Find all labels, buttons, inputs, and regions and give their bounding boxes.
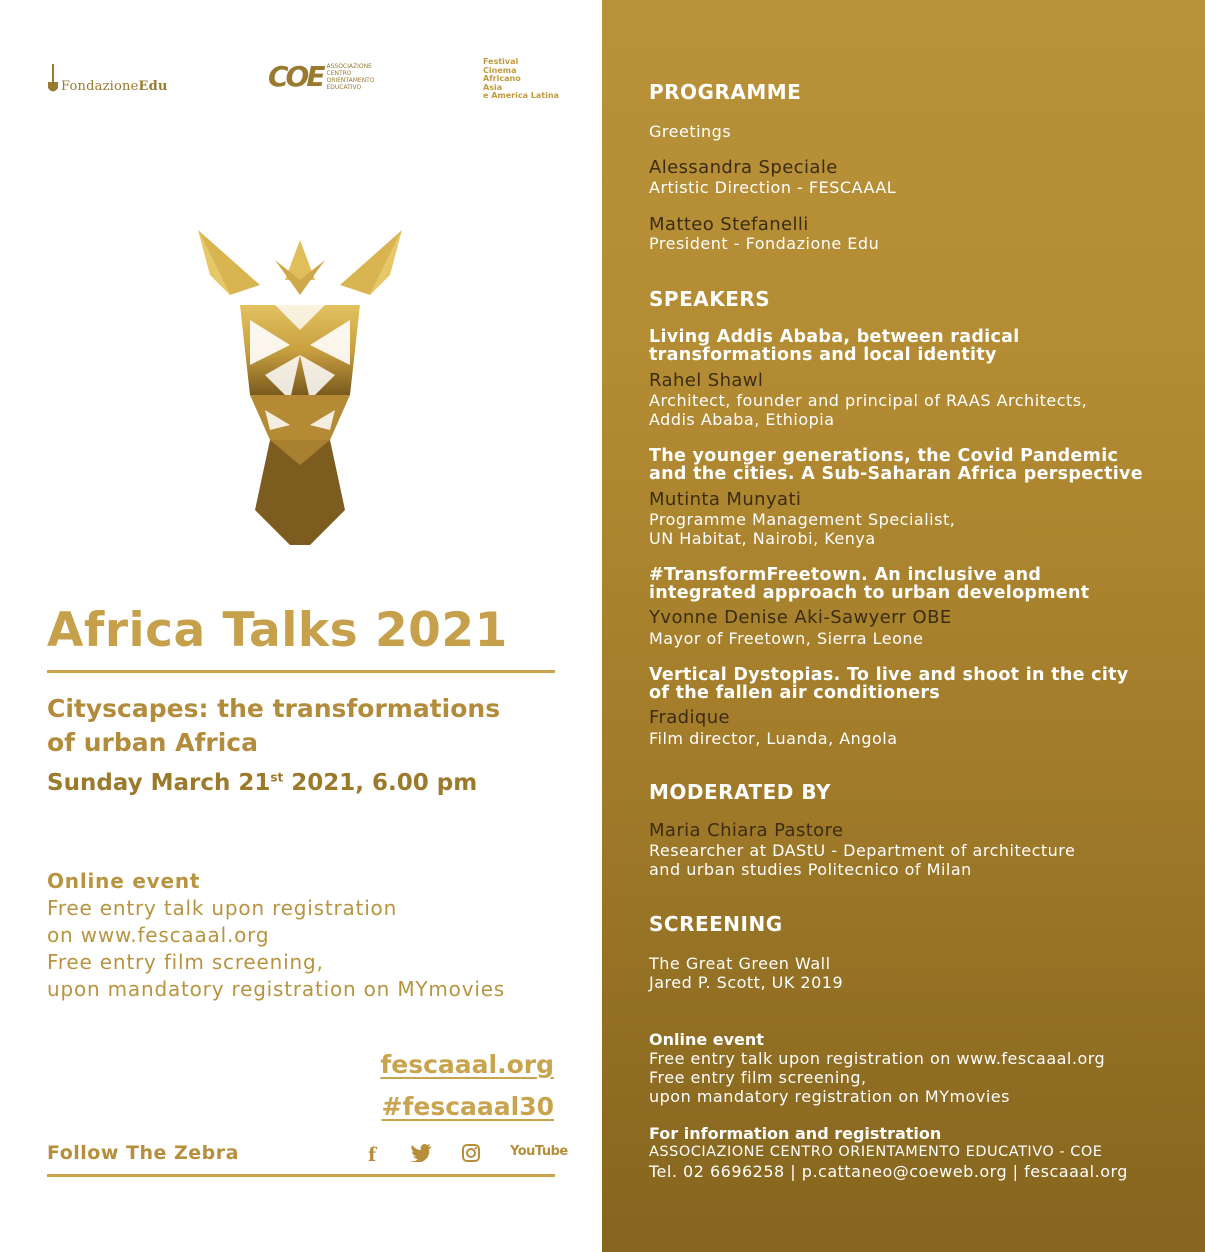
festival-logo-line: Festival xyxy=(483,57,519,66)
person-role: Artistic Direction - FESCAAAL xyxy=(649,178,897,197)
festival-logo-line: Asia xyxy=(483,82,503,92)
speakers-heading: SPEAKERS xyxy=(649,287,771,311)
festival-logo-line: Africano xyxy=(483,74,521,83)
screening-film: The Great Green Wall Jared P. Scott, UK 2019 xyxy=(649,954,844,992)
website-link[interactable]: fescaaal.org xyxy=(380,1050,554,1079)
speaker-role: Mayor of Freetown, Sierra Leone xyxy=(649,629,924,648)
event-title: Africa Talks 2021 xyxy=(47,603,508,658)
festival-logo-line: e America Latina xyxy=(483,91,559,100)
online-event-line: upon mandatory registration on MYmovies xyxy=(649,1087,1010,1106)
speaker-role: Programme Management Specialist, UN Habitat, Nairobi, Kenya xyxy=(649,510,956,548)
talk-title: Vertical Dystopias. To live and shoot in the city of the fallen air conditioners xyxy=(649,665,1129,703)
coe-logo-subtitle: ASSOCIAZIONE CENTRO ORIENTAMENTO EDUCATIVO xyxy=(326,62,375,91)
twitter-icon[interactable] xyxy=(410,1144,432,1162)
fondazione-logo-text: FondazioneEdu xyxy=(61,79,168,94)
online-event-line: Free entry film screening, xyxy=(649,1068,867,1087)
subtitle-line: Cityscapes: the transformations xyxy=(47,694,501,723)
subtitle-line: of urban Africa xyxy=(47,728,258,757)
person-name: Matteo Stefanelli xyxy=(649,214,809,235)
festival-logo-line: Cinema xyxy=(483,65,517,75)
festival-logo xyxy=(483,58,563,101)
speaker-name: Mutinta Munyati xyxy=(649,489,802,510)
speaker-role: Architect, founder and principal of RAAS Architects, Addis Ababa, Ethiopia xyxy=(649,391,1088,429)
organization-name: ASSOCIAZIONE CENTRO ORIENTAMENTO EDUCATIVO - COE xyxy=(649,1144,1103,1160)
online-event-line: Free entry talk upon registration xyxy=(47,896,398,920)
screening-heading: SCREENING xyxy=(649,912,783,936)
online-event-line: Free entry film screening, xyxy=(47,950,324,974)
zebra-head-icon xyxy=(190,225,410,550)
moderator-name: Maria Chiara Pastore xyxy=(649,820,844,841)
registration-info xyxy=(649,1124,1128,1181)
follow-label: Follow The Zebra xyxy=(47,1142,239,1164)
programme-heading: PROGRAMME xyxy=(649,80,802,104)
instagram-icon[interactable] xyxy=(462,1144,480,1162)
moderator-role: Researcher at DAStU - Department of architecture and urban studies Politecnico of Milan xyxy=(649,841,1076,879)
moderated-heading: MODERATED BY xyxy=(649,780,831,804)
speaker-name: Rahel Shawl xyxy=(649,370,764,391)
talk-title: Living Addis Ababa, between radical transformations and local identity xyxy=(649,327,1020,365)
contact-line[interactable]: Tel. 02 6696258 | p.cattaneo@coeweb.org | fescaaal.org xyxy=(649,1162,1128,1181)
speaker-role: Film director, Luanda, Angola xyxy=(649,729,898,748)
event-subtitle xyxy=(47,692,567,760)
greetings-label: Greetings xyxy=(649,122,732,141)
online-event-line: on www.fescaaal.org xyxy=(47,923,270,947)
speaker-name: Yvonne Denise Aki-Sawyerr OBE xyxy=(649,607,952,628)
fondazione-edu-logo xyxy=(47,64,168,94)
online-event-line: Free entry talk upon registration on www.fescaaal.org xyxy=(649,1049,1106,1068)
event-date: Sunday March 21st 2021, 6.00 pm xyxy=(47,770,478,796)
shovel-icon xyxy=(47,64,59,94)
left-panel xyxy=(0,0,602,1252)
online-event-info xyxy=(47,868,505,1003)
registration-heading: For information and registration xyxy=(649,1124,942,1143)
person-role: President - Fondazione Edu xyxy=(649,234,880,253)
online-event-heading: Online event xyxy=(649,1030,764,1049)
talk-title: #TransformFreetown. An inclusive and integrated approach to urban development xyxy=(649,565,1090,603)
talk-title: The younger generations, the Covid Pandemic and the cities. A Sub-Saharan Africa perspective xyxy=(649,446,1143,484)
online-event-line: upon mandatory registration on MYmovies xyxy=(47,977,506,1001)
coe-logo-mark: COE xyxy=(268,60,323,93)
person-name: Alessandra Speciale xyxy=(649,157,838,178)
online-event-details xyxy=(649,1030,1105,1106)
hashtag-link[interactable]: #fescaaal30 xyxy=(381,1092,554,1121)
coe-logo xyxy=(268,60,388,93)
title-divider xyxy=(47,670,555,673)
online-event-heading: Online event xyxy=(47,869,201,893)
footer-divider xyxy=(47,1174,555,1177)
facebook-icon[interactable]: f xyxy=(368,1144,377,1166)
youtube-icon[interactable]: YouTube xyxy=(510,1144,568,1159)
speaker-name: Fradique xyxy=(649,707,731,728)
